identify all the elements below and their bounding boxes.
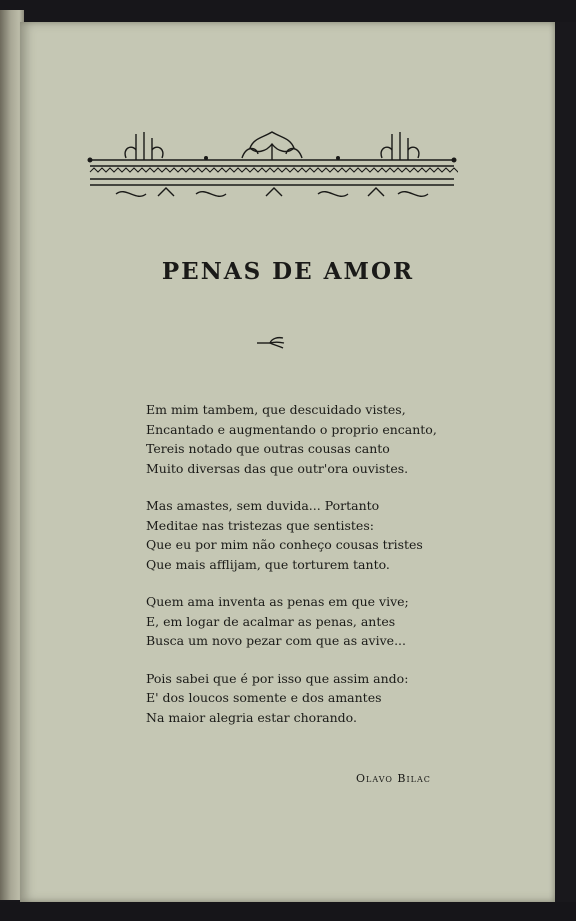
poem-line: E' dos loucos somente e dos amantes: [146, 690, 382, 705]
poem-line: Que mais afflijam, que torturem tanto.: [146, 556, 390, 572]
headpiece-ornament-icon: [86, 124, 458, 204]
poem-line: Pois sabei que é por isso que assim ando:: [146, 670, 409, 686]
poem-title: PENAS DE AMOR: [161, 258, 415, 285]
poem-line: Meditae nas tristezas que sentistes:: [146, 517, 374, 533]
author-signature: Olavo Bilac: [356, 772, 431, 785]
stanza: [146, 496, 436, 574]
scan-bottom-border: [0, 902, 576, 921]
poem-line: Encantado e augmentando o proprio encanto,: [146, 421, 437, 437]
stanza: [146, 669, 436, 728]
stanza: [146, 592, 436, 651]
poem-line: Em mim tambem, que descuidado vistes,: [146, 402, 406, 417]
poem-line: Mas amastes, sem duvida... Portanto: [146, 498, 380, 513]
poem-line: Na maior alegria estar chorando.: [146, 709, 357, 725]
poem-line: E, em logar de acalmar as penas, antes: [146, 613, 396, 629]
poem-line: Quem ama inventa as penas em que vive;: [146, 594, 409, 609]
poem-line: Que eu por mim não conheço cousas tristes: [146, 537, 423, 552]
poem-line: Tereis notado que outras cousas canto: [146, 441, 390, 456]
page-edge-shadow: [555, 22, 576, 902]
stanza: [146, 400, 436, 478]
poem-line: Busca um novo pezar com que as avive...: [146, 633, 406, 648]
poem-line: Muito diversas das que outr'ora ouvistes.: [146, 460, 409, 476]
poem-body: [146, 400, 436, 745]
pointing-hand-fleuron-icon: [256, 334, 286, 350]
